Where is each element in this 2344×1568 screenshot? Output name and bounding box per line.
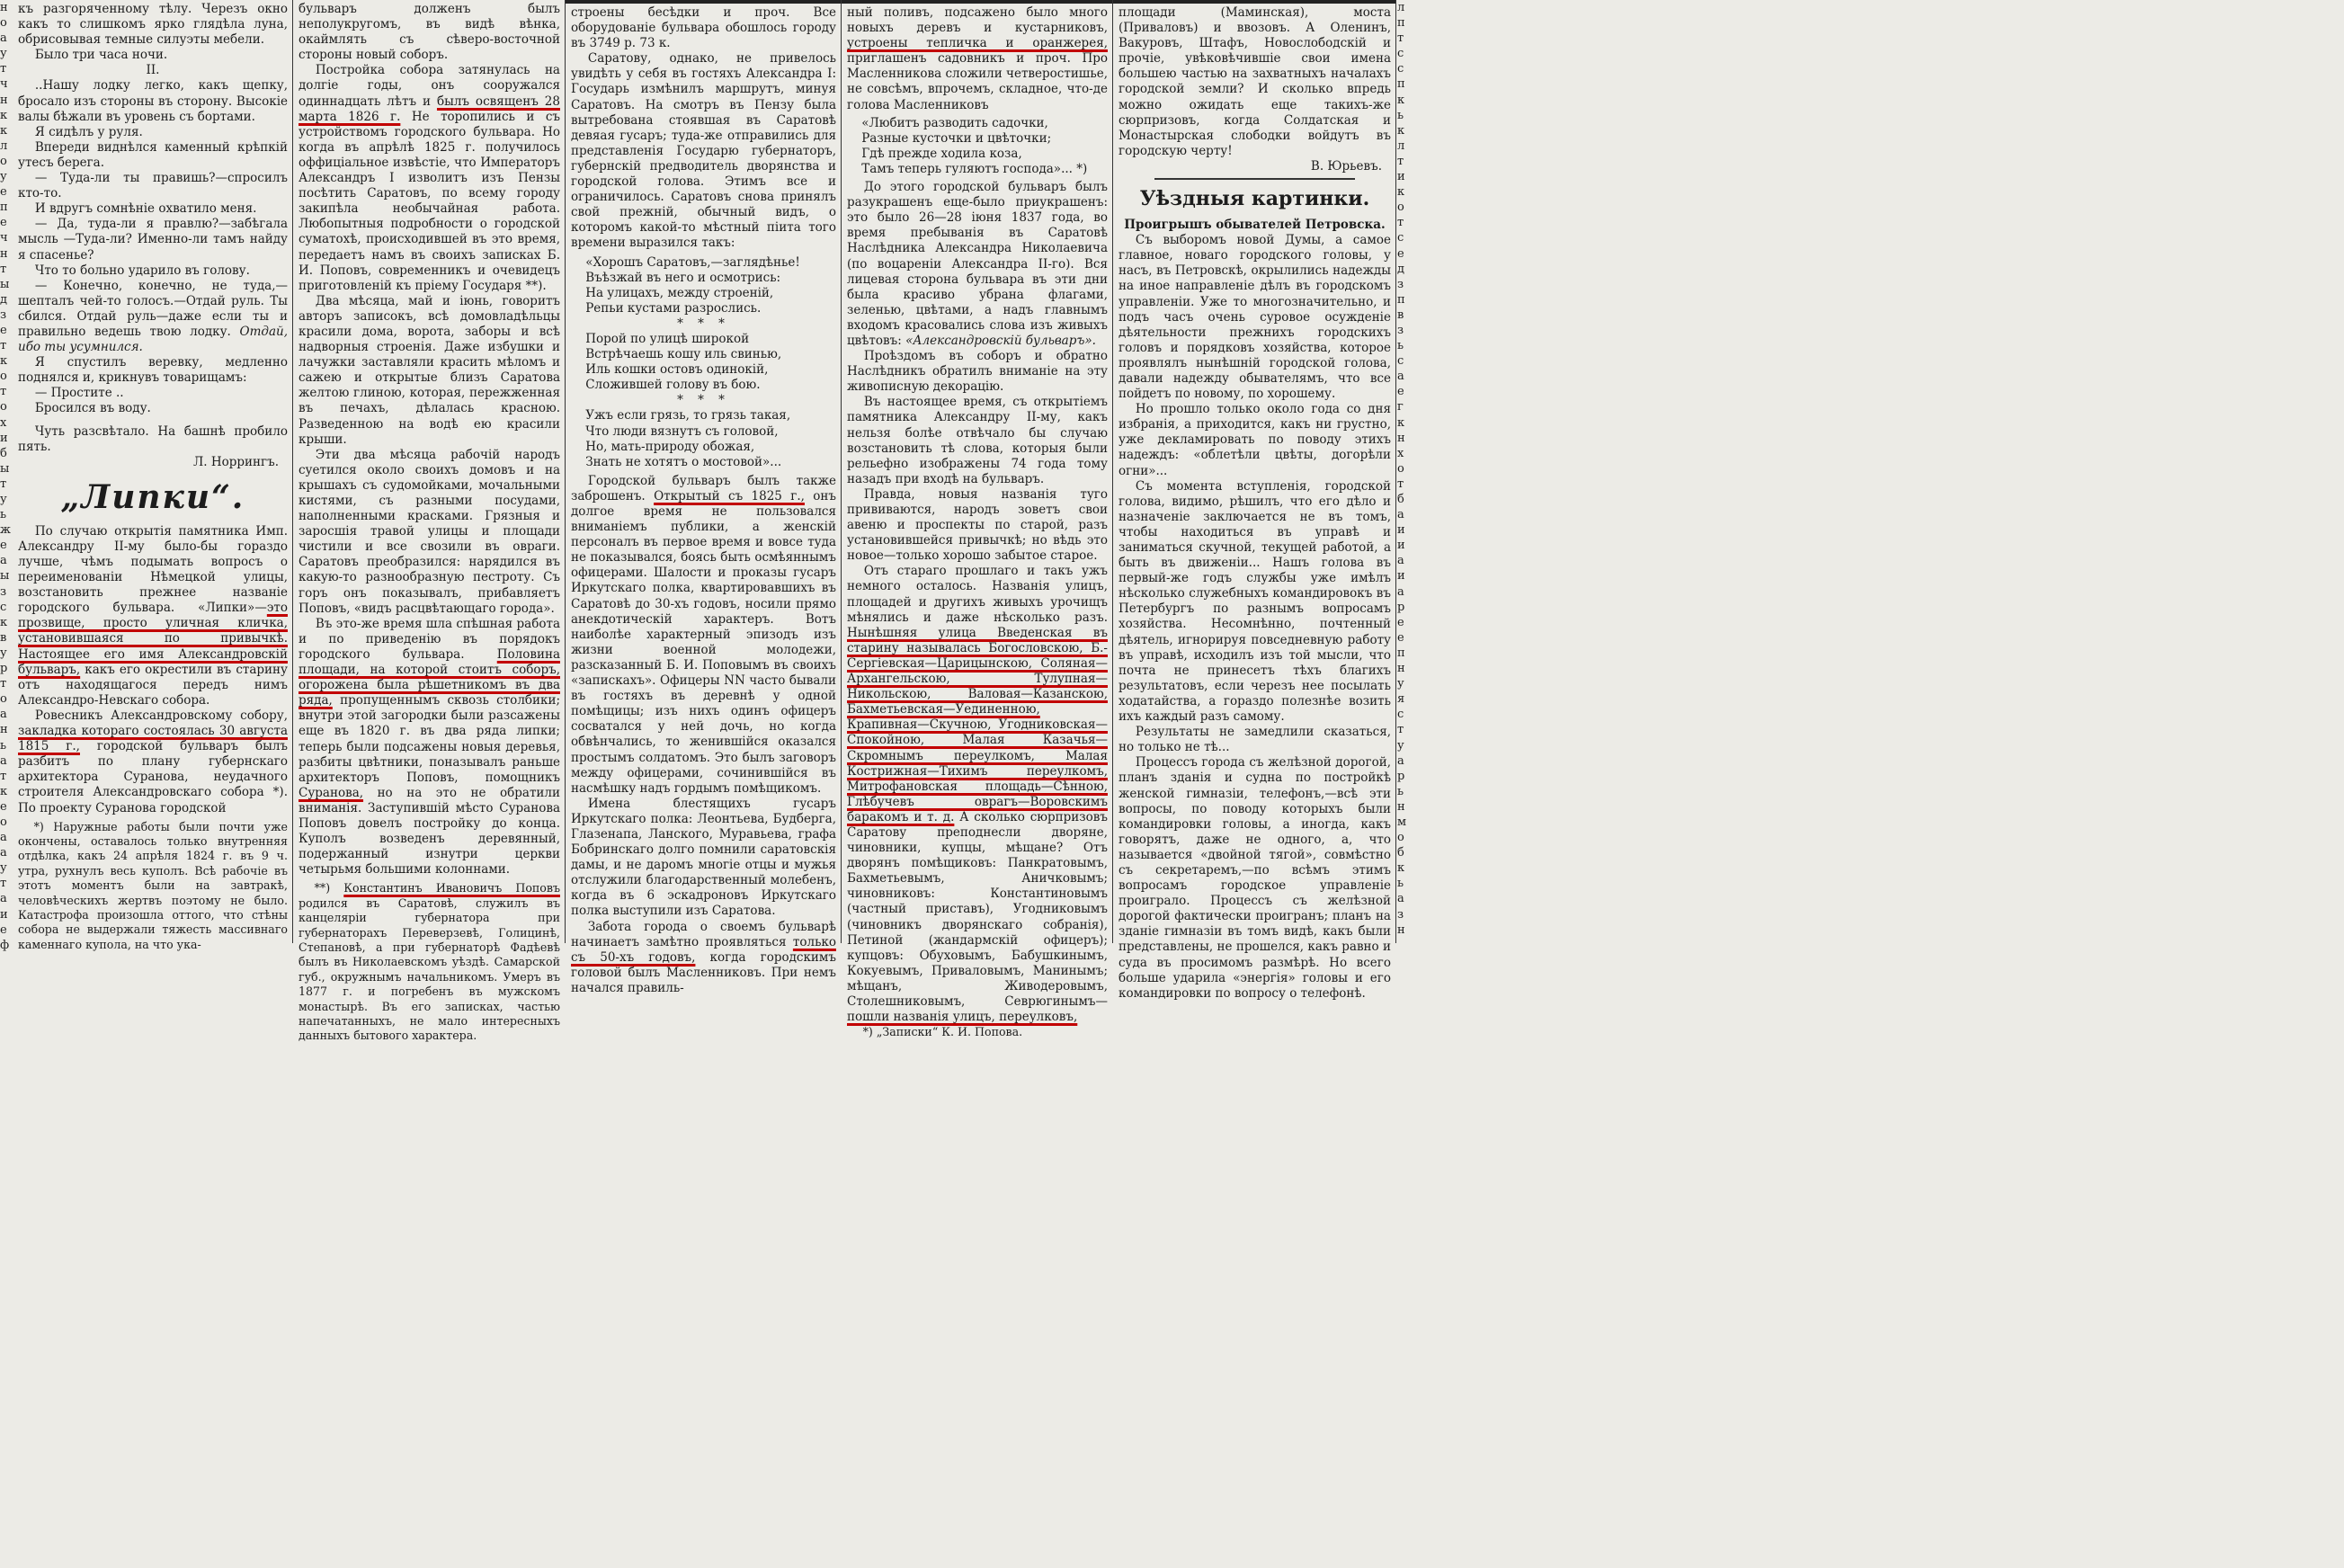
verse-line: «Хорошъ Саратовъ,—заглядѣнье! [585, 254, 800, 270]
edge-letter: в [0, 630, 7, 645]
edge-letter: т [1397, 723, 1404, 737]
highlighted-text: устроены тепличка и оранжерея, [847, 36, 1108, 51]
edge-letter: ы [0, 569, 10, 584]
newspaper-page [0, 0, 1410, 1043]
edge-letter: б [0, 446, 7, 460]
edge-letter: е [0, 799, 7, 814]
edge-letter: и [0, 907, 8, 922]
paragraph: Въ настоящее время, съ открытіемъ памятника Александру II-му, какъ нельзя болѣе отвѣчало бы случаю возстановить тѣ слова, которыя были рельефно изображены 74 года тому назадъ при входѣ на бульваръ. [847, 395, 1108, 486]
verse-separator: * * * [677, 393, 730, 408]
edge-letter: н [0, 723, 8, 737]
text: По случаю открытія памятника Имп. Александру II-му было-бы гораздо лучше, чѣмъ подымать вопросъ о переименованіи Нѣмецкой улицы, возстановить прежнее названіе городского бульвара. «Липки»— [18, 523, 288, 616]
edge-letter: а [0, 708, 7, 722]
edge-letter: о [1397, 831, 1404, 845]
verse-line: Въѣзжай въ него и осмотрись: [585, 270, 781, 285]
edge-letter: ж [0, 523, 11, 538]
edge-letter: с [1397, 47, 1404, 61]
edge-letter: о [0, 400, 7, 414]
text: пропущеннымъ сквозь столбики; внутри этой загородки были разсажены еще въ 1820 г. въ два ряда липки; теперь были подсажены новыя деревья, разбиты цвѣтники, поназывалъ раньше архитекторъ Поповъ, помощникъ [299, 693, 560, 785]
paragraph: Два мѣсяца, май и іюнь, говоритъ авторъ записокъ, всѣ домовладѣльцы красили дома, ворота, заборы и всѣ надворныя строенія. Даже избушки и лачужки заставляли красить мѣломъ и сажею и открытые близъ Саратова желтою глиною, которая, пережженная въ печахъ, дѣлалась красною. Разведенною на водѣ ею красили крыши. [299, 293, 560, 447]
edge-letter: с [1397, 231, 1404, 245]
highlighted-text: закладка котораго состоялась 30 августа 1815 г., [18, 724, 288, 754]
verse-line: На улицахъ, между строеній, [585, 285, 774, 300]
paragraph: бульваръ долженъ былъ неполукругомъ, въ видѣ вѣнка, окаймлять съ сѣверо-восточной стороны новый соборъ. [299, 2, 560, 63]
edge-letter: в [1397, 307, 1404, 322]
edge-letter: у [0, 646, 7, 660]
footnote: *) Наружные работы были почти уже окончены, оставалось только внутренняя отдѣлка, какъ 24 апрѣля 1824 г. въ 9 ч. утра, рухнулъ весь куполъ. Всѣ рабочіе въ этотъ моментъ были на завтракѣ, человѣческихъ жертвъ поэтому не было. Катастрофа произошла оттого, что стѣны собора не выдержали тяжесть массивнаго каменнаго купола, на что ука- [18, 819, 288, 951]
edge-letter: е [0, 323, 7, 337]
edge-letter: у [1397, 738, 1404, 753]
top-rule [1113, 0, 1395, 4]
article-subtitle: Проигрышъ обывателей Петровска. [1124, 218, 1386, 233]
edge-letter: ы [0, 277, 10, 291]
edge-letter: к [1397, 93, 1405, 107]
verse-line: Порой по улицѣ широкой [585, 331, 750, 346]
edge-letter: р [0, 662, 8, 676]
edge-letter: и [1397, 523, 1405, 538]
edge-letter: у [0, 47, 7, 61]
edge-letter: а [0, 831, 7, 845]
edge-letter: а [1397, 584, 1404, 599]
paragraph [18, 279, 288, 355]
text: Забота города о своемъ бульварѣ начинаетъ замѣтно проявляться [571, 919, 836, 949]
paragraph [299, 617, 560, 878]
text: Не торопились и съ устройствомъ городского бульвара. Но когда въ апрѣлѣ 1825 г. получилось оффиціальное извѣстіе, что Императоръ Александръ I изволитъ изъ Пензы посѣтить Саратовъ, по всему городу закипѣла необычайная работа. Любопытныя подробности о городской суматохѣ, происходившей въ это время, передаетъ намъ въ своихъ записках Б. И. Поповъ, современникъ и очевидецъ приготовленій къ пріему Государя **). [299, 109, 561, 293]
edge-letter: а [0, 892, 7, 906]
paragraph: строены бесѣдки и проч. Все оборудованіе бульвара обошлось городу въ 3749 р. 73 к. [571, 5, 836, 51]
text: ный поливъ, подсажено было много новыхъ деревъ и кустарниковъ, [847, 5, 1108, 36]
paragraph: Съ момента вступленія, городской голова, видимо, рѣшилъ, что его дѣло и назначеніе заключается не въ томъ, чтобы находиться въ управѣ и заниматься скучной, текущей работой, а быть въ движеніи... Нашъ голова въ первый-же годъ службы уже имѣлъ нѣсколько служебныхъ командировокъ въ Петербургъ по разнымъ вопросамъ хозяйства. Несомнѣнно, почтенный дѣятель, игнорируя повседневную работу въ управѣ, исходилъ изъ той мысли, что почта не принесетъ тѣхъ благихъ результатовъ, если черезъ нее посылать ходатайства, а гораздо полезнѣе возить ихъ каждый разъ самому. [1119, 478, 1391, 725]
paragraph: Проѣздомъ въ соборъ и обратно Наслѣдникъ обратилъ вниманіе на эту живописную декорацію. [847, 349, 1108, 395]
edge-letter: б [1397, 493, 1404, 506]
highlighted-text: Суранова, [299, 785, 364, 800]
edge-letter: д [1397, 262, 1405, 276]
text: А сколько сюрпризовъ Саратову преподнесли дворяне, чиновники, купцы, мѣщане? Отъ дворянъ помѣщиковъ: Панкратовымъ, Бахметьевымъ, Аничковымъ; чиновниковъ: Константиновымъ (частный приставъ), Угодниковымъ (чиновникъ дворянскаго собранія), Петиной (жандармскій офицеръ); купцовъ: Обуховымъ, Бабушкинымъ, Кокуевымъ, Приваловымъ, Манинымъ; мѣщанъ, Живодеровымъ, Столешниковымъ, Севрюгинымъ— [847, 809, 1108, 1009]
section-number: II. [146, 63, 160, 78]
edge-letter: с [0, 600, 7, 614]
paragraph [18, 524, 288, 708]
edge-letter: т [0, 477, 7, 491]
highlighted-text: Половина площади, на которой стоитъ соборъ, огорожена была рѣшетникомъ въ два ряда, [299, 646, 560, 708]
verse-line: Гдѣ прежде ходила коза, [861, 146, 1022, 161]
verse-line: Знать не хотятъ о мостовой»... [585, 454, 782, 469]
edge-letter: д [0, 292, 8, 307]
verse-separator: * * * [677, 316, 730, 331]
paragraph: — Да, туда-ли я правлю?—забѣгала мысль —Туда-ли? Именно-ли тамъ найду я спасенье? [18, 217, 288, 263]
footnote: *) „Записки“ К. И. Попова. [862, 1025, 1023, 1039]
text: Городской бульваръ былъ также заброшенъ. [571, 473, 836, 503]
edge-letter: а [1397, 892, 1404, 906]
paragraph: Я спустилъ веревку, медленно поднялся и, крикнувъ товарищамъ: [18, 355, 288, 386]
edge-letter: а [0, 31, 7, 46]
paragraph: Но прошло только около года со дня избранія, а приходится, какъ ни грустно, уже декламировать по поводу этихъ надеждъ: «облетѣли цвѣты, догорѣли огни»... [1119, 402, 1391, 478]
author-signature: Л. Норрингъ. [193, 454, 279, 469]
paragraph: Я сидѣлъ у руля. [34, 124, 143, 139]
edge-letter: к [0, 784, 8, 798]
text: родился въ Саратовѣ, служилъ въ канцеляріи губернатора при губернаторахъ Переверзевѣ, Голицинѣ, Степановѣ, а при губернаторѣ Фадѣевѣ былъ въ Николаевскомъ уѣздѣ. Самарской губ., окружнымъ начальникомъ. Умеръ въ 1877 г. и погребенъ въ мужскомъ монастырѣ. Въ его записках, частью напечатанныхъ, не мало интересныхъ данныхъ бытового характера. [299, 895, 560, 1043]
column-1 [13, 0, 292, 951]
edge-letter: е [1397, 630, 1404, 645]
edge-letter: л [0, 138, 8, 153]
edge-letter: т [1397, 154, 1404, 168]
edge-letter: п [1397, 77, 1405, 92]
edge-letter: и [1397, 539, 1405, 553]
verse-line: Сложившей голову въ бою. [585, 378, 761, 393]
edge-letter: у [0, 861, 7, 876]
edge-letter: ф [0, 938, 10, 952]
verse-block [847, 116, 1108, 177]
edge-letter: к [0, 615, 8, 629]
text: какъ его окрестили въ старину отъ находящагося передъ нимъ Александро-Невскаго собора. [18, 662, 288, 708]
edge-letter: л [1397, 1, 1405, 14]
column-2 [293, 0, 565, 1043]
edge-letter: и [0, 431, 8, 445]
edge-letter: т [0, 262, 7, 276]
text: Ровесникъ Александровскому собору, [34, 708, 288, 723]
paragraph: Было три часа ночи. [34, 48, 168, 63]
edge-letter: т [0, 877, 7, 891]
edge-letter: н [0, 246, 8, 261]
paragraph: — Туда-ли ты правишь?—спросилъ кто-то. [18, 171, 288, 201]
edge-letter: а [0, 753, 7, 768]
paragraph: Бросился въ воду. [34, 401, 151, 416]
text: Постройка собора затянулась на долгіе годы, онъ сооружался одиннадцать лѣтъ и [299, 63, 560, 109]
edge-letter: о [0, 16, 7, 31]
edge-letter: а [1397, 554, 1404, 568]
text: но на это не обратили вниманія. Заступившій мѣсто Суранова Поповъ довелъ постройку до конца. Куполъ возведенъ деревянный, подержанный изнутри церкви четырьмя большими колоннами. [299, 785, 560, 878]
verse-line: Встрѣчаешь кошу иль свинью, [585, 347, 782, 362]
highlighted-text: Нынѣшняя улица Введенская въ старину называлась Богословскою, Б.-Сергіевская—Царицынскою, Соляная—Архангельскою, Тулупная—Никольскою, Валовая—Казанскою, Бахметьевская—Уединенною, Крапивная—Скучною, Угодниковская—Спокойною, Малая Казачья—Скромнымъ переулкомъ, Малая Кострижная—Тихимъ переулкомъ, Митрофановская площадь—Сѣнною, Глѣбучевъ оврагъ—Воровскимъ баракомъ и т. д. [847, 625, 1108, 824]
edge-letter: п [0, 200, 8, 215]
edge-letter: к [0, 108, 8, 122]
paragraph: Эти два мѣсяца рабочій народъ суетился около своихъ домовъ и на крышахъ съ судомойками, мочальными кистями, съ разными посудами, наполненными красками. Грязныя и заросшія травой улицы и площади чистили и все свозили въ овраги. Саратовъ преобразился: нарядился въ какую-то разнообразную пестроту. Съ горъ онъ показывалъ, прибавляетъ Поповъ, «видъ расцвѣтающаго города». [299, 447, 560, 616]
edge-letter: ь [1397, 784, 1404, 798]
verse-line: Ужъ если грязь, то грязь такая, [585, 408, 791, 423]
edge-letter: и [1397, 569, 1405, 584]
verse-block [571, 255, 836, 470]
edge-letter: е [1397, 615, 1404, 629]
edge-letter: е [0, 185, 7, 200]
edge-letter: б [1397, 846, 1404, 860]
edge-letter: н [1397, 922, 1405, 937]
edge-letter: з [0, 584, 7, 599]
highlighted-text: только съ 50-хъ годовъ, [571, 934, 836, 965]
edge-letter: к [1397, 123, 1405, 138]
edge-letter: е [0, 216, 7, 230]
paragraph: Результаты не замедлили сказаться, но только не тѣ... [1119, 725, 1391, 755]
text: Отъ стараго прошлаго и такъ ужъ немного осталось. Названія улицъ, площадей и другихъ живыхъ урочищъ мѣнялись и даже нѣсколько разъ. [847, 564, 1108, 625]
edge-letter: о [0, 154, 7, 168]
author-signature: В. Юрьевъ. [1310, 158, 1382, 174]
text: — Конечно, конечно, не туда,— шепталъ чей-то голосъ.—Отдай руль. Ты сбился. Отдай руль—даже если ты и правильно ведешь твою лодку. [18, 278, 288, 339]
edge-letter: у [0, 493, 7, 506]
edge-letter: т [1397, 477, 1404, 491]
edge-letter: ь [1397, 108, 1404, 122]
edge-letter: ы [0, 461, 10, 476]
italic-text: Отдай, ибо ты усумнился. [18, 324, 289, 355]
edge-letter: н [0, 1, 8, 14]
paragraph: Процессъ города съ желѣзной дорогой, планъ зданія и судна по постройкѣ женской гимназіи, телефонъ,—всѣ эти вопросы, по поводу которыхъ были командировки головы, а иногда, какъ говорятъ, даже не одного, а, что называется «двойной тягой», совмѣстно съ секретаремъ,—по всѣмъ этимъ вопросамъ городское управленіе проиграло. Процессъ съ желѣзной дорогой фактически проигранъ; планъ на зданіе гимназіи въ томъ видѣ, какъ были представлены, не прошелся, какъ равно и суда въ просимомъ размѣрѣ. Но всего больше ударила «энергія» головы и его командировки по вопросу о телефонѣ. [1119, 755, 1391, 1001]
edge-letter: х [1397, 446, 1404, 460]
paragraph: Что то больно ударило въ голову. [34, 263, 250, 278]
highlighted-text: пошли названія улицъ, переулковъ, [847, 1010, 1078, 1025]
edge-letter: о [0, 370, 7, 384]
edge-letter: н [1397, 799, 1405, 814]
edge-letter: е [0, 922, 7, 937]
paragraph [847, 564, 1108, 1025]
text: онъ долгое время не пользовался вниманіемъ публики, а женскій персоналъ въ первое время и вовсе туда не показывался, боясь быть осмѣяннымъ офицерами. Шалости и проказы гусаръ Иркутскаго полка, квартировавшихъ въ Саратовѣ до 30-хъ годовъ, носили прямо анекдотическій характеръ. Вотъ наиболѣе характерный эпизодъ изъ жизни военной молодежи, разсказанный Б. И. Поповымъ въ своихъ «запискахъ». Офицеры NN часто бывали въ гостяхъ въ деревнѣ у одной помѣщицы; изъ нихъ одинъ офицеръ сосватался у ней дочь, но когда обвѣнчались, то женившійся оказался простымъ солдатомъ. Это былъ заговоръ между офицерами, сочинившійся въ насмѣшку надъ гордымъ помѣщикомъ. [571, 488, 836, 796]
paragraph: И вдругъ сомнѣніе охватило меня. [34, 201, 257, 217]
paragraph [18, 708, 288, 816]
edge-letter: т [0, 62, 7, 76]
text: **) [314, 881, 344, 895]
edge-letter: р [1397, 600, 1405, 614]
edge-letter: т [0, 677, 7, 691]
edge-letter: к [0, 354, 8, 369]
edge-letter: с [1397, 62, 1404, 76]
edge-letter: я [1397, 692, 1405, 707]
column-4 [842, 0, 1112, 1039]
paragraph: ..Нашу лодку легко, какъ щепку, бросало изъ стороны въ сторону. Высокіе валы бѣжали въ уровень съ бортами. [18, 78, 288, 124]
edge-letter: т [1397, 216, 1404, 230]
column-3 [566, 0, 841, 995]
paragraph [299, 63, 560, 293]
edge-letter: о [1397, 200, 1404, 215]
highlighted-text: былъ освященъ 28 марта 1826 г. [299, 94, 560, 124]
paragraph [571, 474, 836, 797]
edge-letter: т [1397, 31, 1404, 46]
paragraph: Саратову, однако, не привелось увидѣть у себя въ гостяхъ Александра I: Государь измѣнилъ маршрутъ, минуя Саратовъ. На смотръ въ Пензу была вытребована стоявшая въ Саратовѣ девяая гусаръ; туда-же отправились для представленія Государю губернаторъ, губернскій предводитель дворянства и городской голова. Этимъ все и ограничилось. Саратовъ снова принялъ свой прежній, обычный видъ, о которомъ какой-то мѣстный піита того времени выразился такъ: [571, 51, 836, 251]
paragraph: къ разгоряченному тѣлу. Черезъ окно какъ то слишкомъ ярко глядѣла луна, обрисовывая темные силуэты мебели. [18, 2, 288, 48]
right-edge-fragment [1397, 0, 1410, 943]
paragraph: Имена блестящихъ гусаръ Иркутскаго полка: Леонтьева, Будберга, Глазенапа, Ланского, Муравьева, графа Бобринскаго долго помнили саратовскія дамы, и не даромъ многіе отцы и мужья отслужили благодарственный молебенъ, когда въ 6 эскадроновъ Иркутскаго полка выступили изъ Саратова. [571, 796, 836, 919]
edge-letter: е [1397, 385, 1404, 399]
paragraph: Правда, новыя названія туго прививаются, народъ зоветъ свои авеню и проспекты по старой, разъ установившейся привычкѣ; но вѣдь это новое—только хорошо забытое старое. [847, 486, 1108, 564]
edge-letter: а [1397, 370, 1404, 384]
edge-letter: п [1397, 16, 1405, 31]
highlighted-text: Константинъ Ивановичъ Поповъ [343, 881, 560, 895]
edge-letter: е [1397, 246, 1404, 261]
edge-letter: з [1397, 323, 1404, 337]
edge-letter: ь [1397, 877, 1404, 891]
footnote [299, 881, 560, 1043]
edge-letter: ч [0, 77, 8, 92]
verse-line: «Любитъ разводить садочки, [861, 115, 1048, 130]
verse-line: Но, мать-природу обожая, [585, 439, 755, 454]
edge-letter: к [1397, 415, 1405, 430]
edge-letter: л [1397, 138, 1405, 153]
top-rule [566, 0, 841, 4]
text: когда городскимъ головой былъ Масленниковъ. При немъ начался правиль- [571, 949, 836, 995]
paragraph [571, 920, 836, 996]
left-edge-fragment [0, 0, 13, 952]
edge-letter: п [1397, 646, 1405, 660]
text: Въ это-же время шла спѣшная работа и по приведенію въ порядокъ городского бульвара. [299, 616, 560, 662]
edge-letter: а [1397, 508, 1404, 522]
edge-letter: с [1397, 354, 1404, 369]
edge-letter: ь [0, 738, 7, 753]
edge-letter: у [0, 170, 7, 184]
paragraph: — Простите .. [34, 386, 124, 401]
highlighted-text: Открытый съ 1825 г., [654, 488, 805, 503]
edge-letter: у [1397, 677, 1404, 691]
edge-letter: к [0, 123, 8, 138]
verse-line: Тамъ теперь гуляютъ господа»... *) [861, 161, 1088, 176]
edge-letter: з [1397, 907, 1404, 922]
edge-letter: а [0, 846, 7, 860]
edge-letter: ь [0, 508, 7, 522]
edge-letter: г [1397, 400, 1404, 414]
edge-letter: е [0, 539, 7, 553]
edge-letter: н [1397, 662, 1405, 676]
edge-letter: к [1397, 185, 1405, 200]
edge-letter: ч [0, 231, 8, 245]
section-title: Уѣздныя картинки. [1139, 187, 1370, 211]
edge-letter: м [1397, 815, 1407, 829]
article-title: „Липки“. [60, 477, 245, 516]
edge-letter: о [0, 815, 7, 829]
paragraph: Съ выборомъ новой Думы, а самое главное, новаго городского головы, у насъ, въ Петровскѣ, окрылились надежды на иное направленіе дѣлъ въ городскомъ управленіи. Уже то многозначительно, и подъ часъ очень суровое осужденіе дѣятельности прежнихъ городскихъ головъ и порядковъ хозяйства, которое проявлялъ нынѣшній городской голова, давали надежду обывателямъ, что все пойдетъ по новому, по хорошему. [1119, 233, 1391, 402]
edge-letter: о [1397, 461, 1404, 476]
verse-line: Разные кусточки и цвѣточки; [861, 130, 1052, 146]
edge-letter: х [0, 415, 7, 430]
edge-letter: т [0, 339, 7, 353]
verse-line: Иль кошки остовъ одинокій, [585, 362, 769, 378]
column-divider [1395, 0, 1396, 943]
edge-letter: ь [1397, 339, 1404, 353]
edge-letter: п [1397, 292, 1405, 307]
text: приглашенъ садовникъ и проч. Про Масленникова сложили четверостишье, не совсѣмъ, впрочемъ, складное, что-де голова Масленниковъ [847, 51, 1108, 112]
separator-rule [1154, 178, 1355, 180]
top-rule [842, 0, 1112, 4]
paragraph [847, 180, 1108, 349]
text: городской бульваръ былъ разбитъ по плану губернскаго архитектора Суранова, неудачного строителя Александровскаго собора *). По проекту Суранова городской [18, 739, 288, 815]
paragraph: площади (Маминская), моста (Приваловъ) и ввозовъ. А Оленинъ, Вакуровъ, Штафъ, Новослободскій и прочіе, увѣковѣчившіе свои имена большею частью на захватныхъ началахъ городской земли? И сколько впредь можно ожидать еще такихъ-же сюрпризовъ, когда Солдатская и Монастырская слободки войдутъ въ городскую черту! [1119, 5, 1391, 158]
edge-letter: т [0, 769, 7, 783]
edge-letter: а [0, 554, 7, 568]
edge-letter: з [1397, 277, 1404, 291]
paragraph [847, 5, 1108, 113]
paragraph: Чуть разсвѣтало. На башнѣ пробило пять. [18, 423, 288, 454]
highlighted-text: это прозвище, просто уличная кличка, установившаяся по привычкѣ. Настоящее его имя Александровскій бульваръ, [18, 601, 288, 677]
edge-letter: н [1397, 431, 1405, 445]
column-5 [1113, 0, 1395, 1001]
edge-letter: н [0, 93, 8, 107]
edge-letter: с [1397, 708, 1404, 722]
text: До этого городской бульваръ былъ разукрашенъ еще-было приукрашенъ: это было 26—28 іюня 1837 года, во время пребыванія въ Саратовѣ Наслѣдника Александра Николаевича (по воцареніи Александра II-го). Вся лицевая сторона бульвара въ эти дни была красиво убрана флагами, зеленью, цвѣтами, а надъ главнымъ входомъ красовались слова изъ живыхъ цвѣтовъ: [847, 180, 1108, 348]
edge-letter: к [1397, 861, 1405, 876]
edge-letter: а [1397, 753, 1404, 768]
paragraph: Впереди виднѣлся каменный крѣпкій утесъ берега. [18, 139, 288, 170]
italic-text: «Александровскій бульваръ». [905, 333, 1096, 348]
verse-line: Репьи кустами разрослись. [585, 300, 762, 316]
edge-letter: о [0, 692, 7, 707]
verse-line: Что люди вязнутъ съ головой, [585, 423, 779, 439]
edge-letter: р [1397, 769, 1405, 783]
edge-letter: т [0, 385, 7, 399]
edge-letter: з [0, 307, 7, 322]
edge-letter: и [1397, 170, 1405, 184]
